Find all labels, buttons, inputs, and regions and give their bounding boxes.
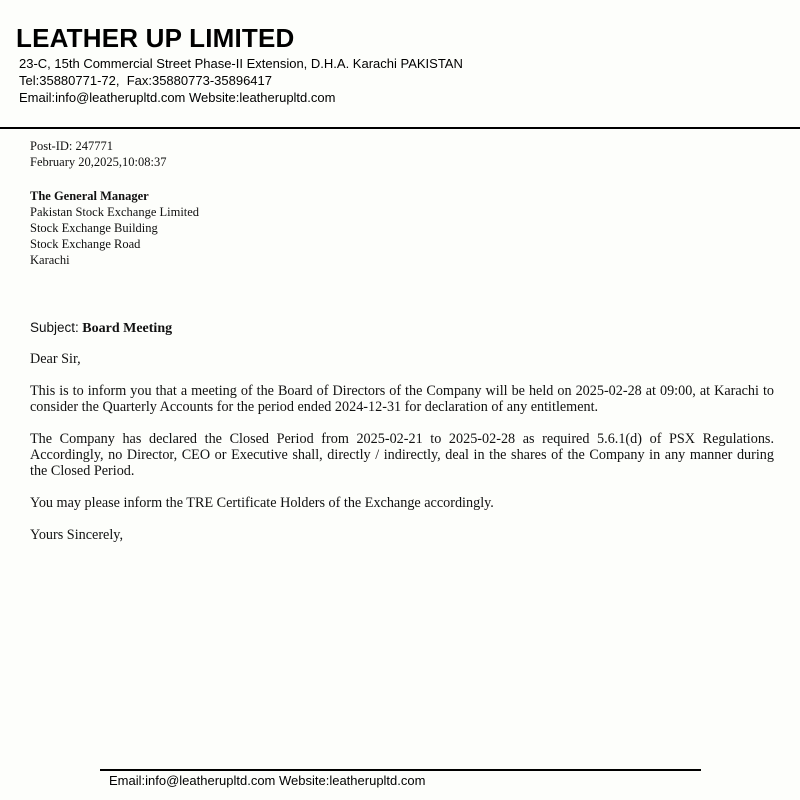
addressee-block: [30, 188, 199, 268]
addressee-title: The General Manager: [30, 189, 149, 203]
header-divider: [0, 127, 800, 129]
company-name: LEATHER UP LIMITED: [16, 23, 295, 53]
addressee-line: Stock Exchange Building: [30, 221, 158, 235]
body-paragraph-closed-period: The Company has declared the Closed Period from 2025-02-21 to 2025-02-28 as required 5.6.1(d) of PSX Regulations. Accordingly, no Director, CEO or Executive shall, directly / indirectly, deal in the shares of the Company in any manner during the Closed Period.: [30, 431, 774, 479]
body-paragraph-meeting: This is to inform you that a meeting of the Board of Directors of the Company will be held on 2025-02-28 at 09:00, at Karachi to consider the Quarterly Accounts for the period ended 2024-12-31 for declaration of any entitlement.: [30, 383, 774, 415]
subject-text: Board Meeting: [82, 321, 173, 336]
addressee-line: Pakistan Stock Exchange Limited: [30, 205, 200, 219]
addressee-line: Stock Exchange Road: [30, 237, 141, 251]
salutation: Dear Sir,: [30, 351, 81, 367]
post-date: February 20,2025,10:08:37: [30, 155, 167, 169]
subject-label: Subject:: [30, 320, 79, 335]
company-tel-fax: Tel:35880771-72, Fax:35880773-35896417: [19, 73, 272, 88]
footer-divider: [100, 769, 701, 771]
company-email-website: Email:info@leatherupltd.com Website:leatherupltd.com: [19, 90, 336, 105]
closing: Yours Sincerely,: [30, 527, 124, 543]
footer-email-website: Email:info@leatherupltd.com Website:leatherupltd.com: [109, 773, 426, 788]
addressee-line: Karachi: [30, 253, 70, 267]
company-address: 23-C, 15th Commercial Street Phase-II Extension, D.H.A. Karachi PAKISTAN: [19, 56, 463, 71]
subject-line: [30, 319, 172, 337]
body-paragraph-inform: You may please inform the TRE Certificate Holders of the Exchange accordingly.: [30, 495, 494, 511]
post-id: Post-ID: 247771: [30, 139, 113, 153]
